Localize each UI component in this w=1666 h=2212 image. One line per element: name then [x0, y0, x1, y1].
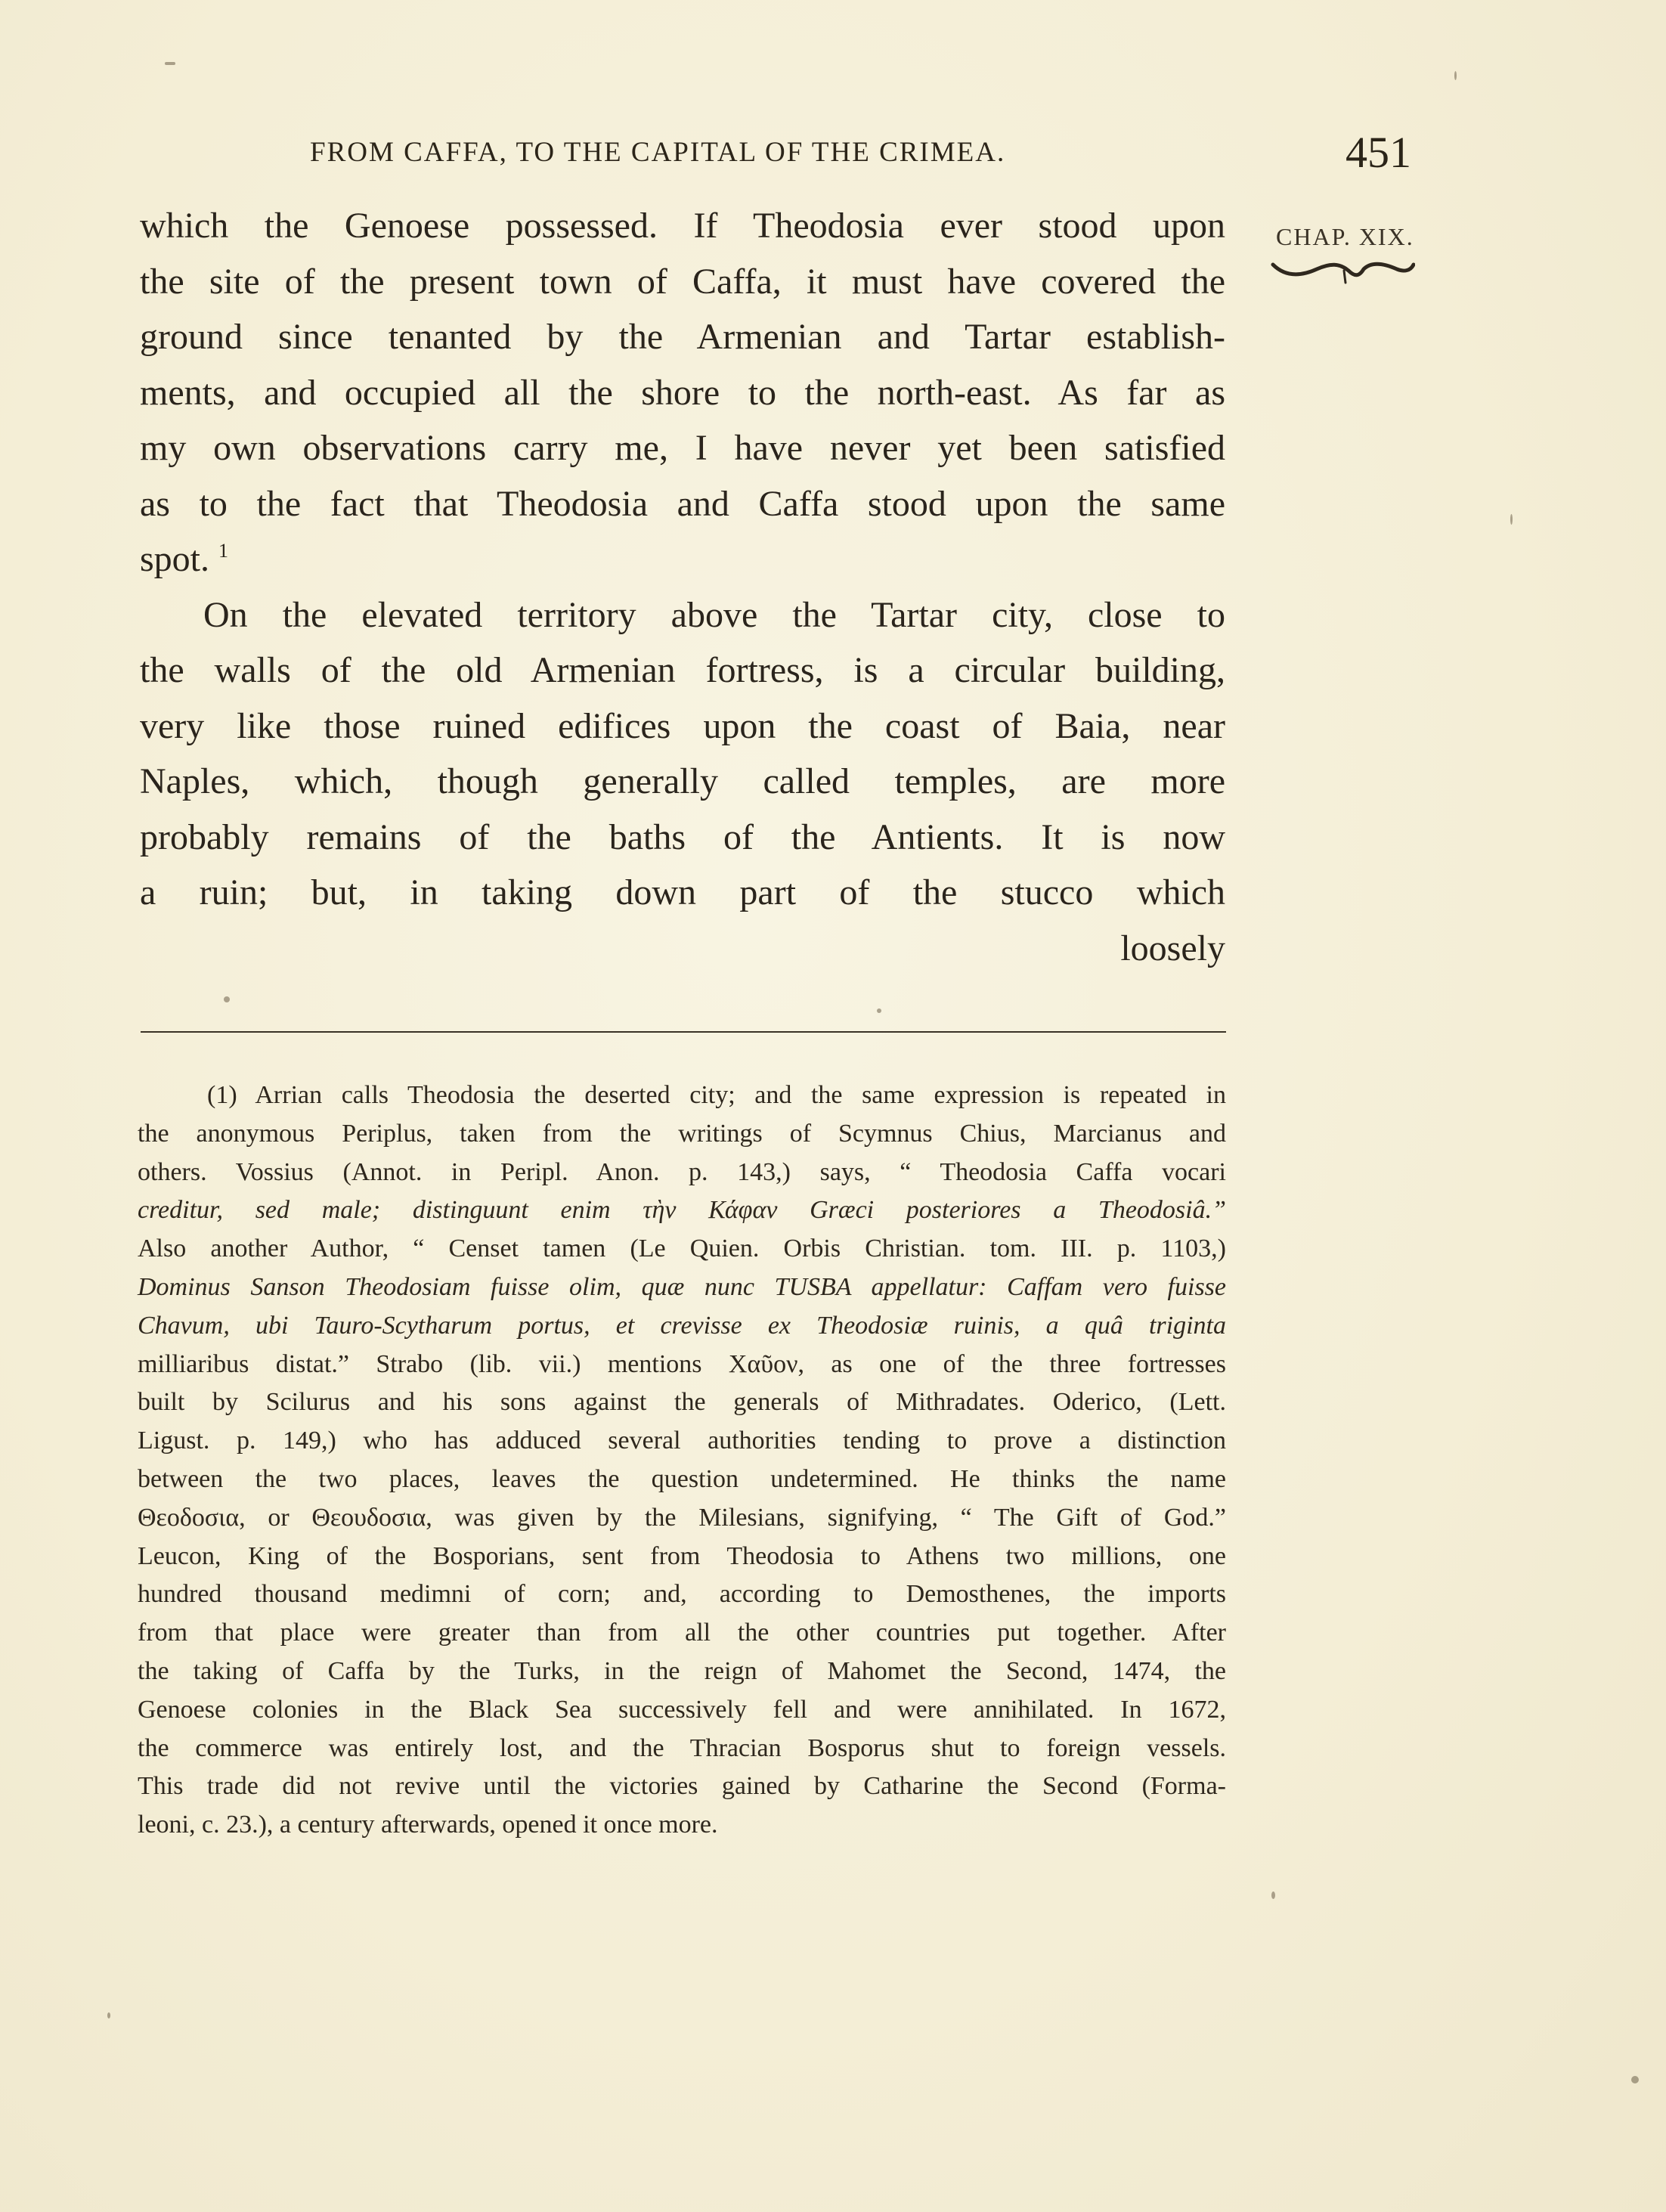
footnote-line: Leucon, King of the Bosporians, sent from Theodosia to Athens two millions, one [138, 1541, 1226, 1570]
paper-speck [1631, 2076, 1639, 2083]
text-line: which the Genoese possessed. If Theodosia ever stood upon [140, 206, 1225, 246]
footnote-line: others. Vossius (Annot. in Peripl. Anon. p. 143,) says, “ Theodosia Caffa vocari [138, 1157, 1226, 1186]
footnote-line: Also another Author, “ Censet tamen (Le Quien. Orbis Christian. tom. III. p. 1103,) [138, 1235, 1226, 1263]
text-line: On the elevated territory above the Tartar city, close to [203, 594, 1225, 635]
paper-speck [877, 1008, 881, 1013]
footnote-divider [141, 1031, 1226, 1033]
footnote-block [138, 1077, 1226, 1845]
footnote-line: (1) Arrian calls Theodosia the deserted city; and the same expression is repeated in [207, 1081, 1226, 1109]
footnote-line: from that place were greater than from all the other countries put together. After [138, 1619, 1226, 1647]
footnote-line: leoni, c. 23.), a century afterwards, opened it once more. [138, 1811, 718, 1839]
footnote-line: Chavum, ubi Tauro-Scytharum portus, et crevisse ex Theodosiæ ruinis, a quâ triginta [138, 1311, 1226, 1340]
text-line: very like those ruined edifices upon the coast of Baia, near [140, 705, 1225, 746]
paper-speck [107, 2012, 110, 2018]
text-line: my own observations carry me, I have never yet been satisfied [140, 428, 1225, 468]
footnote-line: built by Scilurus and his sons against the generals of Mithradates. Oderico, (Lett. [138, 1388, 1226, 1417]
catchword: loosely [1120, 928, 1225, 968]
text-line: a ruin; but, in taking down part of the stucco which [140, 872, 1225, 912]
paper-speck [1454, 71, 1457, 80]
text-line: spot. [140, 539, 210, 579]
page-number: 451 [1345, 128, 1411, 177]
paper-speck [224, 996, 230, 1002]
text-line: ground since tenanted by the Armenian and Tartar establish- [140, 317, 1225, 357]
footnote-line: Θεοδοσια, or Θεουδοσια, was given by the Milesians, signifying, “ The Gift of God.” [138, 1503, 1226, 1532]
chapter-flourish-ornament [1270, 257, 1415, 284]
text-line: Naples, which, though generally called temples, are more [140, 761, 1225, 801]
paper-speck [165, 62, 175, 65]
footnote-line: the anonymous Periplus, taken from the writings of Scymnus Chius, Marcianus and [138, 1119, 1226, 1148]
footnote-line: creditur, sed male; distinguunt enim τὴν Κάφαν Græci posteriores a Theodosiâ.” [138, 1196, 1226, 1225]
main-text-block [140, 198, 1225, 976]
text-line: ments, and occupied all the shore to the north-east. As far as [140, 372, 1225, 413]
footnote-line: Ligust. p. 149,) who has adduced several authorities tending to prove a distinction [138, 1427, 1226, 1455]
paper-speck [1271, 1891, 1275, 1899]
footnote-line: the commerce was entirely lost, and the Thracian Bosporus shut to foreign vessels. [138, 1733, 1226, 1762]
footnote-line: Genoese colonies in the Black Sea successively fell and were annihilated. In 1672, [138, 1695, 1226, 1724]
paper-speck [1510, 514, 1513, 525]
footnote-line: Dominus Sanson Theodosiam fuisse olim, quæ nunc TUSBA appellatur: Caffam vero fuisse [138, 1272, 1226, 1301]
footnote-line: between the two places, leaves the question undetermined. He thinks the name [138, 1464, 1226, 1493]
footnote-line: milliaribus distat.” Strabo (lib. vii.) mentions Χαῦον, as one of the three fortresses [138, 1349, 1226, 1378]
running-title: FROM CAFFA, TO THE CAPITAL OF THE CRIMEA. [310, 137, 1006, 168]
footnote-line: hundred thousand medimni of corn; and, according to Demosthenes, the imports [138, 1580, 1226, 1609]
text-line: the walls of the old Armenian fortress, is a circular building, [140, 650, 1225, 690]
footnote-reference: 1 [218, 540, 229, 562]
chapter-label: CHAP. XIX. [1276, 223, 1414, 250]
text-line: as to the fact that Theodosia and Caffa stood upon the same [140, 483, 1225, 524]
text-line-spot [140, 531, 1225, 587]
text-line: the site of the present town of Caffa, it must have covered the [140, 261, 1225, 302]
footnote-line: This trade did not revive until the victories gained by Catharine the Second (Forma- [138, 1772, 1226, 1801]
text-line: probably remains of the baths of the Antients. It is now [140, 816, 1225, 857]
footnote-line: the taking of Caffa by the Turks, in the reign of Mahomet the Second, 1474, the [138, 1656, 1226, 1685]
